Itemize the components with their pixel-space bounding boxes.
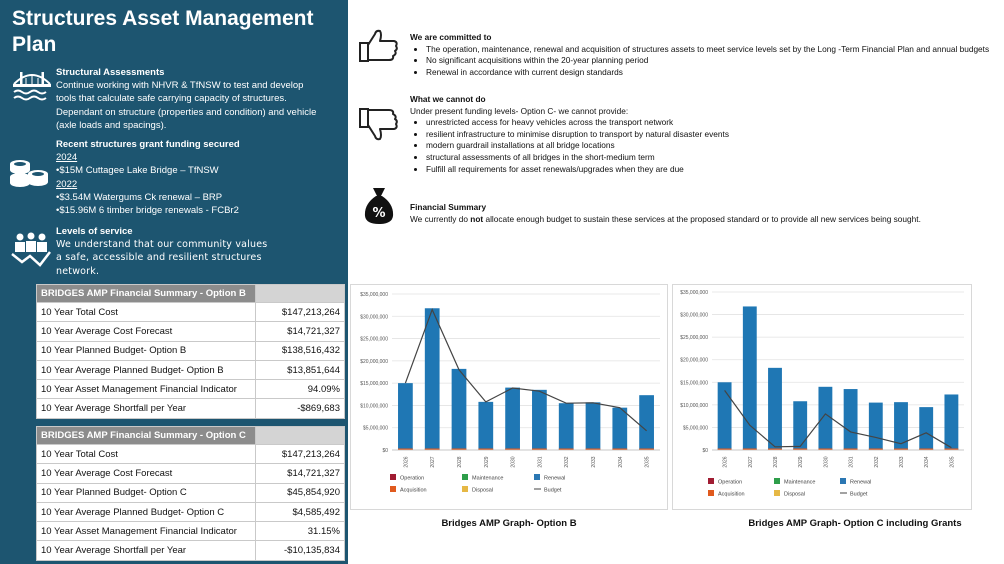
x-tick-label: 2027 [747,456,754,468]
legend-swatch-maintenance [774,478,780,484]
row-label: 10 Year Planned Budget- Option C [37,483,256,502]
list-item: • Renewal in accordance with current design standards [426,67,990,79]
row-value: $147,213,264 [256,445,345,464]
y-tick-label: $10,000,000 [360,403,388,410]
x-tick-label: 2033 [899,456,905,468]
legend-label-renewal: Renewal [544,475,566,482]
table-row [37,303,345,322]
x-tick-label: 2035 [644,456,651,468]
financial-summary-block [410,202,990,225]
legend-label-operation: Operation [400,475,425,482]
bar-renewal [869,403,883,450]
bar-renewal [398,383,413,450]
legend-label-disposal: Disposal [784,491,806,498]
row-label: 10 Year Total Cost [37,303,256,322]
table-row [37,380,345,399]
row-label: 10 Year Total Cost [37,445,256,464]
row-value: -$869,683 [256,399,345,418]
grants-year-2: 2022 [56,178,78,190]
y-tick-label: $20,000,000 [680,357,708,364]
y-tick-label: $15,000,000 [680,380,708,387]
legend-label-budget: Budget [544,487,562,494]
list-item: • The operation, maintenance, renewal and acquisition of structures assets to meet service levels set by the Long -Term Financial Plan and annual budgets [426,44,990,56]
structural-heading: Structural Assessments [56,67,165,78]
row-label: 10 Year Average Shortfall per Year [37,541,256,560]
row-label: 10 Year Average Cost Forecast [37,464,256,483]
y-tick-label: $0 [702,448,708,454]
x-tick-label: 2030 [510,456,517,468]
legend-swatch-renewal [840,478,846,484]
bar-renewal [425,308,440,450]
x-tick-label: 2027 [430,456,437,468]
financial-text [410,214,990,226]
committed-heading: We are committed to [410,32,492,42]
row-label: 10 Year Average Planned Budget- Option B [37,360,256,379]
x-tick-label: 2028 [457,456,463,468]
bar-renewal [639,395,654,450]
y-tick-label: $25,000,000 [360,336,388,343]
y-tick-label: $10,000,000 [680,402,708,409]
y-tick-label: $30,000,000 [360,314,388,321]
y-tick-label: $5,000,000 [682,425,708,432]
legend-swatch-renewal [534,474,540,480]
y-tick-label: $35,000,000 [680,290,708,296]
bar-renewal [559,403,574,450]
table-header-blank [256,427,345,445]
legend-label-disposal: Disposal [472,487,494,494]
bar-renewal [768,368,782,450]
legend-swatch-disposal [774,490,780,496]
list-item: • unrestricted access for heavy vehicles across the transport network [426,117,970,129]
bar-renewal [452,369,467,450]
service-heading: Levels of service [56,226,133,237]
chart-option-b [350,284,668,510]
legend-swatch-operation [708,478,714,484]
thumbs-up-icon [358,28,400,64]
table-header [37,427,345,445]
row-value: $4,585,492 [256,502,345,521]
list-item: • modern guardrail installations at all bridge locations [426,140,970,152]
bar-renewal [612,408,627,450]
legend-label-budget: Budget [850,491,868,498]
table-header-blank [256,285,345,303]
cannot-intro: Under present funding levels- Option C- we cannot provide: [410,105,629,116]
legend-label-maintenance: Maintenance [784,479,816,486]
table-row [37,464,345,483]
grants-year-1: 2024 [56,152,78,164]
row-value: $14,721,327 [256,464,345,483]
y-tick-label: $0 [382,448,388,454]
row-value: 31.15% [256,522,345,541]
structural-assessments [56,66,318,132]
coins-icon [8,156,50,190]
legend-swatch-operation [390,474,396,480]
row-value: $45,854,920 [256,483,345,502]
row-label: 10 Year Average Shortfall per Year [37,399,256,418]
committed-list [410,44,990,79]
financial-pre: We currently do [410,213,471,224]
bar-renewal [793,401,807,450]
people-icon [10,232,52,268]
table-row [37,502,345,521]
bar-renewal [718,382,732,450]
chart-option-b-title: Bridges AMP Graph- Option B [441,518,577,529]
table-row [37,341,345,360]
x-tick-label: 2026 [403,456,410,468]
legend-swatch-maintenance [462,474,468,480]
row-value: $138,516,432 [256,341,345,360]
list-item: • resilient infrastructure to minimise disruption to transport by natural disaster events [426,129,970,141]
money-bag-icon [362,186,396,226]
x-tick-label: 2032 [873,456,880,468]
x-tick-label: 2032 [564,456,571,468]
bar-renewal [743,306,757,450]
thumbs-down-icon [358,106,400,142]
legend-swatch-acquisition [708,490,714,496]
grants-item-1: •$15M Cuttagee Lake Bridge – TfNSW [56,165,219,177]
row-label: 10 Year Average Cost Forecast [37,322,256,341]
table-row [37,522,345,541]
row-value: 94.09% [256,380,345,399]
x-tick-label: 2026 [722,456,729,468]
legend-label-acquisition: Acquisition [718,491,745,498]
grants-item-3: •$15.96M 6 timber bridge renewals - FCBr2 [56,205,239,217]
bar-renewal [586,402,601,450]
cannot-block [410,94,970,175]
committed-block [410,32,990,78]
financial-table-option-b [36,284,345,419]
table-header [37,285,345,303]
svg-text:%: % [372,206,386,221]
row-value: $13,851,644 [256,360,345,379]
row-value: $147,213,264 [256,303,345,322]
bar-renewal [505,388,520,450]
y-tick-label: $30,000,000 [680,312,708,319]
y-tick-label: $35,000,000 [360,292,388,298]
financial-table-option-c [36,426,345,561]
service-body: We understand that our community values a safe, accessible and resilient structures network. [56,239,268,277]
bar-renewal [919,407,933,450]
legend-label-renewal: Renewal [850,479,872,486]
row-label: 10 Year Asset Management Financial Indicator [37,522,256,541]
y-tick-label: $20,000,000 [360,358,388,365]
y-tick-label: $15,000,000 [360,381,388,388]
row-value: $14,721,327 [256,322,345,341]
chart-option-c [672,284,972,510]
cannot-list [410,117,970,175]
bar-renewal [818,387,832,450]
list-item: • No significant acquisitions within the 20-year planning period [426,55,990,67]
table-row [37,399,345,418]
table-header-label: BRIDGES AMP Financial Summary - Option C [37,427,256,445]
table-row [37,483,345,502]
y-tick-label: $25,000,000 [680,335,708,342]
x-tick-label: 2034 [924,456,931,468]
bar-renewal [944,394,958,450]
table-row [37,445,345,464]
table-header-label: BRIDGES AMP Financial Summary - Option B [37,285,256,303]
row-label: 10 Year Asset Management Financial Indicator [37,380,256,399]
bar-renewal [478,402,493,450]
table-row [37,360,345,379]
page-title: Structures Asset Management Plan [12,7,314,56]
table-row [37,322,345,341]
financial-post: allocate enough budget to sustain these services at the proposed standard or to provide all new services being sought. [483,213,921,224]
x-tick-label: 2028 [773,456,779,468]
table-row [37,541,345,560]
grants-item-2: •$3.54M Watergums Ck renewal – BRP [56,191,223,203]
grants-heading: Recent structures grant funding secured [56,139,240,150]
bar-renewal [844,389,858,450]
row-label: 10 Year Planned Budget- Option B [37,341,256,360]
bridge-icon [12,68,52,102]
bar-renewal [532,390,547,450]
x-tick-label: 2031 [848,456,855,468]
chart-option-c-title: Bridges AMP Graph- Option C including Grants [748,518,962,529]
legend-label-operation: Operation [718,479,743,486]
list-item: • structural assessments of all bridges in the short-medium term [426,152,970,164]
cannot-heading: What we cannot do [410,94,486,104]
x-tick-label: 2033 [591,456,597,468]
x-tick-label: 2030 [823,456,830,468]
y-tick-label: $5,000,000 [362,425,388,432]
x-tick-label: 2034 [617,456,624,468]
grant-funding [56,138,318,217]
financial-heading: Financial Summary [410,202,487,212]
x-tick-label: 2031 [537,456,544,468]
x-tick-label: 2029 [483,456,490,468]
financial-bold: not [470,213,484,224]
structural-body: Continue working with NHVR & TfNSW to test and develop tools that calculate safe carrying capacity of structures. Dependant on structure (properties and condition) and vehicle (axle loads and spacings). [56,80,317,131]
legend-label-acquisition: Acquisition [400,487,427,494]
legend-label-maintenance: Maintenance [472,475,504,482]
x-tick-label: 2035 [949,456,956,468]
levels-of-service [56,225,276,278]
x-tick-label: 2029 [798,456,805,468]
legend-swatch-acquisition [390,486,396,492]
row-value: -$10,135,834 [256,541,345,560]
row-label: 10 Year Average Planned Budget- Option C [37,502,256,521]
list-item: • Fulfill all requirements for asset renewals/upgrades when they are due [426,164,970,176]
legend-swatch-disposal [462,486,468,492]
